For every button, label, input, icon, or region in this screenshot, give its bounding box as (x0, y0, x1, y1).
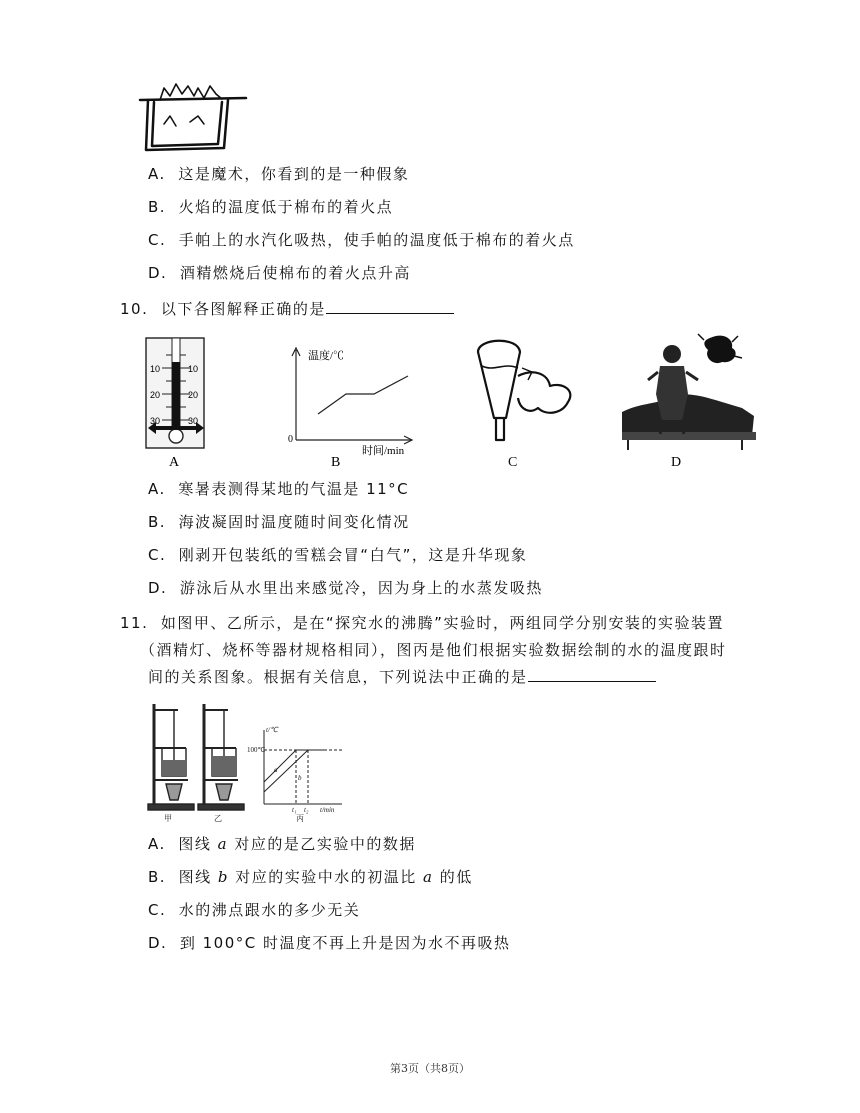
figure-label-bing: 丙 (296, 814, 304, 823)
option-letter: C. (148, 546, 167, 564)
option-letter: D. (148, 264, 168, 282)
q10-option-b (148, 511, 410, 532)
option-text-pre: 图线 (178, 835, 218, 853)
option-letter: B. (148, 198, 167, 216)
q11-stem-line1 (120, 612, 724, 633)
temperature-time-graph (288, 348, 412, 470)
q11-stem-line3 (148, 666, 656, 687)
thermometer-tick: 20 (188, 390, 199, 400)
option-text: 海波凝固时温度随时间变化情况 (178, 513, 410, 531)
option-text: 手帕上的水汽化吸热，使手帕的温度低于棉布的着火点 (178, 231, 575, 249)
boiling-graph (247, 726, 342, 823)
figure-label-b: B (331, 455, 341, 470)
option-text: 这是魔术，你看到的是一种假象 (178, 165, 410, 183)
thermometer-tick: 10 (188, 364, 199, 374)
q10-option-c (148, 544, 527, 565)
q10-option-d (148, 577, 543, 598)
swimmer-figure (622, 334, 756, 470)
option-letter: D. (148, 934, 168, 952)
apparatus-yi (198, 704, 244, 823)
question-text: 以下各图解释正确的是 (160, 300, 326, 318)
option-letter: A. (148, 835, 166, 853)
thermometer-tick: 30 (188, 416, 199, 426)
option-text: 水的沸点跟水的多少无关 (178, 901, 361, 919)
line-a-label: a (274, 766, 278, 774)
q10-figure (142, 332, 762, 474)
q11-option-c (148, 899, 360, 920)
answer-blank[interactable] (326, 299, 454, 314)
option-text: 酒精燃烧后使棉布的着火点升高 (179, 264, 411, 282)
thermometer-tick: 30 (150, 416, 161, 426)
figure-label-a: A (169, 455, 180, 470)
variable-a: a (217, 835, 229, 853)
variable-b: b (217, 868, 229, 886)
graph-origin: 0 (288, 434, 293, 445)
option-letter: C. (148, 901, 167, 919)
apparatus-jia (148, 704, 194, 823)
burning-handkerchief-figure (138, 80, 248, 156)
graph-ylabel: 温度/℃ (308, 350, 345, 362)
graph-xlabel: t/min (320, 806, 335, 814)
thermometer-tick: 20 (150, 390, 161, 400)
graph-ylabel: t/℃ (266, 726, 278, 734)
q11-option-b (148, 866, 473, 887)
figure-label-c: C (508, 455, 518, 470)
q10-stem (120, 298, 454, 319)
option-letter: A. (148, 165, 166, 183)
option-text-post: 的低 (433, 868, 473, 886)
q9-option-d (148, 262, 411, 283)
q11-option-d (148, 932, 511, 953)
option-letter: B. (148, 513, 167, 531)
page-footer: 第3页（共8页） (390, 1062, 470, 1075)
option-text-post: 对应的是乙实验中的数据 (228, 835, 416, 853)
option-letter: B. (148, 868, 167, 886)
option-letter: C. (148, 231, 167, 249)
t1-label: t₁ (292, 806, 297, 814)
question-text: 如图甲、乙所示，是在“探究水的沸腾”实验时，两组同学分别安装的实验装置 (160, 614, 724, 632)
option-text: 寒暑表测得某地的气温是 11°C (178, 480, 410, 498)
option-text-pre: 图线 (178, 868, 218, 886)
option-text: 到 100°C 时温度不再上升是因为水不再吸热 (179, 934, 511, 952)
option-text: 游泳后从水里出来感觉冷，因为身上的水蒸发吸热 (179, 579, 543, 597)
option-letter: A. (148, 480, 166, 498)
variable-a: a (423, 868, 434, 886)
temp-mark: 100℃ (247, 746, 266, 754)
q11-option-a (148, 833, 416, 854)
question-text: 间的关系图象。根据有关信息，下列说法中正确的是 (148, 668, 528, 686)
option-text: 刚剥开包装纸的雪糕会冒“白气”，这是升华现象 (178, 546, 528, 564)
q9-option-a (148, 163, 409, 184)
answer-blank[interactable] (528, 667, 656, 682)
popsicle-figure (478, 341, 570, 470)
figure-label-d: D (671, 455, 682, 470)
figure-label-jia: 甲 (164, 814, 172, 823)
graph-xlabel: 时间/min (362, 445, 405, 457)
thermometer-figure (146, 338, 204, 470)
question-number: 10. (120, 300, 149, 318)
q9-option-c (148, 229, 575, 250)
option-text: 火焰的温度低于棉布的着火点 (178, 198, 394, 216)
line-b-label: b (298, 774, 302, 782)
figure-label-yi: 乙 (214, 814, 222, 823)
q11-figure (146, 700, 350, 824)
option-text-mid: 对应的实验中水的初温比 (229, 868, 424, 886)
q11-stem-line2: （酒精灯、烧杯等器材规格相同），图丙是他们根据实验数据绘制的水的温度跟时 (140, 641, 727, 659)
q10-option-a (148, 478, 409, 499)
option-letter: D. (148, 579, 168, 597)
thermometer-tick: 10 (150, 364, 161, 374)
t2-label: t₂ (304, 806, 309, 814)
question-number: 11. (120, 614, 149, 632)
q9-option-b (148, 196, 393, 217)
